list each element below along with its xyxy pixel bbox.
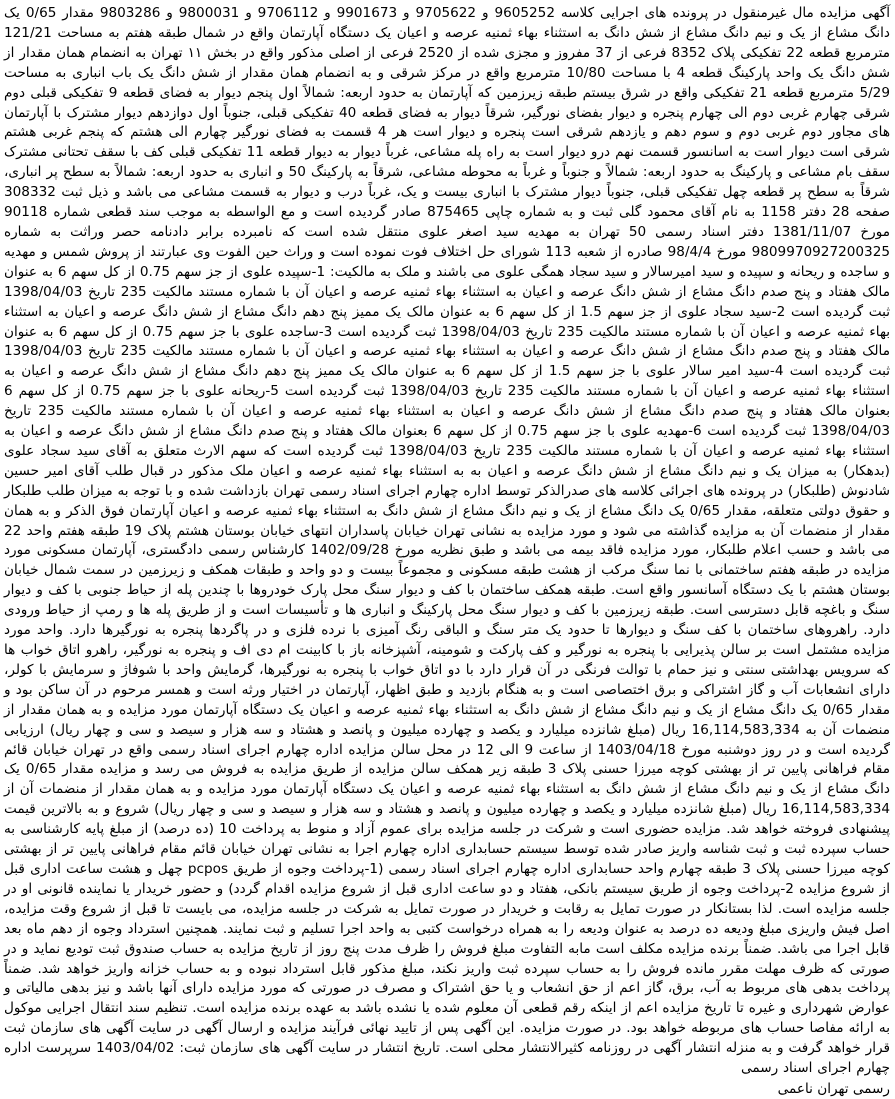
- notice-signature: رسمی تهران ناعمی: [777, 1080, 890, 1097]
- auction-notice-text: آگهی مزایده مال غیرمنقول در پرونده های اجرایی کلاسه 9605252 و 9705622 و 9901673 و 9706112 و 9800031 و 9803286 مقدار 0/65 یک دانگ مشاع از یک و نیم دانگ مشاع از شش دانگ به استثناء بهاء ثمنیه عرصه و اعیان یک دستگاه آپارتمان واقع در شمال طبقه هفتم به مساحت 121/21 مترمربع قطعه 22 تفکیکی پلاک 8352 فرعی از 37 مفروز و مجزی شده از 2520 فرعی از اصلی مذکور واقع در بخش ۱۱ تهران به انضمام همان مقدار از شش دانگ یک واحد پارکینگ قطعه 4 با مساحت 10/80 مترمربع واقع در مرکز شرقی و به انضمام همان مقدار از شش دانگ یک باب انباری به مساحت 5/29 مترمربع قطعه 21 تفکیکی واقع در شرق بیستم طبقه زیرزمین که آپارتمان به حدود اربعه: شمالاً اول پنجم دیوار به فضای قطعه 9 تفکیکی قبلی دوم شرقی چهارم غربی دوم الی چهارم پنجره و دیوار بفضای نورگیر، شرقاً دیوار به فضای قطعه 40 تفکیکی قبلی، جنوباً اول دوازدهم دیوار مشترک با آپارتمان های مجاور دوم غربی دوم و سوم دهم و یازدهم شرقی است پنجره و دیوار است هر 4 قسمت به فضای نورگیر چهارم الی هشتم که پنجم غربی هشتم شرقی است دیوار است به اسانسور قسمت نهم درو دیوار است به راه پله مشاعی، غرباً دیوار به دیوار قطعه 11 تفکیکی قبلی کف با سقف تحتانی مشترک سقف بام مشاعی و پارکینگ به حدود اربعه: شمالاً و جنوباً و غرباً به محوطه مشاعی، شرقاً به پارکینگ 50 و انباری به حدود اربعه: شمالاً به سطح پر انباری، شرقاً به سطح پر قطعه چهل تفکیکی قبلی، جنوباً دیوار مشترک با انباری بیست و یک، غرباً درب و دیوار به قسمت مشاعی می باشد و ذیل ثبت 308332 صفحه 28 دفتر 1158 به نام آقای محمود گلی ثبت و به شماره چاپی 875465 صادر گردیده است و مع الواسطه به موجب سند قطعی شماره 90118 مورخ 1381/11/07 دفتر اسناد رسمی 50 تهران به مهدیه سید اصغر علوی منتقل شده است که نامبرده برابر دادنامه حصر وراثت به شماره 9809970927200325 مورخ 98/4/4 صادره از شعبه 113 شورای حل اختلاف فوت نموده است و وراث حین الفوت وی عبارتند از پروش شمس و مهدیه و ساجده و ریحانه و سپیده و سید امیرسالار و سید سجاد همگی علوی می باشند و ملک به مالکیت: 1-سپیده علوی از جز سهم 0.75 از کل سهم 6 به عنوان مالک هفتاد و پنج صدم دانگ مشاع از شش دانگ عرصه و اعیان به استثناء بهاء ثمنیه عرصه و اعیان آن با شماره مستند مالکیت 235 تاریخ 1398/04/03 ثبت گردیده است 2-سید سجاد علوی از جز سهم 1.5 از کل سهم 6 به عنوان مالک یک ممیز پنج دهم دانگ مشاع از شش دانگ عرصه و اعیان به استثناء بهاء ثمنیه عرصه و اعیان آن با شماره مستند مالکیت 235 تاریخ 1398/04/03 ثبت گردیده است 3-ساجده علوی با جز سهم 0.75 از کل سهم 6 به عنوان مالک هفتاد و پنج صدم دانگ مشاع از شش دانگ عرصه و اعیان به استثناء بهاء ثمنیه عرصه و اعیان آن با شماره مستند مالکیت 235 تاریخ 1398/04/03 ثبت گردیده است 4-سید امیر سالار علوی با جز سهم 1.5 از کل سهم 6 به عنوان مالک یک ممیز پنج دهم دانگ مشاع از شش دانگ عرصه و اعیان به استثناء بهاء ثمنیه عرصه و اعیان آن با شماره مستند مالکیت 235 تاریخ 1398/04/03 ثبت گردیده است 5-ریحانه علوی با جز سهم 0.75 از کل سهم 6 بعنوان مالک هفتاد و پنج صدم دانگ مشاع از شش دانگ عرصه و اعیان به استثناء بهاء ثمنیه عرصه و اعیان آن با شماره مستند مالکیت 235 تاریخ 1398/04/03 ثبت گردیده است 6-مهدیه علوی با جز سهم 0.75 از کل سهم 6 بعنوان مالک هفتاد و پنج صدم دانگ مشاع از شش دانگ عرصه و اعیان به استثناء بهاء ثمنیه عرصه و اعیان آن با شماره مستند مالکیت 235 تاریخ 1398/04/03 ثبت گردیده است که سهم الارث متعلق به آقای سید سجاد علوی (بدهکار) به میزان یک و نیم دانگ مشاع از شش دانگ عرصه و اعیان به به استثناء بهاء ثمنیه عرصه و اعیان ملک مذکور در قبال طلب آقای امیر حسین شادنوش (طلبکار) در پرونده های اجرائی کلاسه های صدرالذکر توسط اداره چهارم اجرای اسناد رسمی تهران بازداشت شده و با توجه به میزان طلب طلبکار و حقوق دولتی متعلقه، مقدار 0/65 یک دانگ مشاع از یک و نیم دانگ مشاع از شش دانگ به استثناء بهاء ثمنیه عرصه و اعیان آپارتمان فوق الذکر و به همان مقدار از منضمات آن به مزایده گذاشته می شود و مورد مزایده به نشانی تهران خیابان پاسداران انتهای خیابان بوستان هشتم پلاک 19 طبقه هفتم واحد 22 می باشد و حسب اعلام طلبکار، مورد مزایده فاقد بیمه می باشد و طبق نظریه مورخ 1402/09/28 کارشناس رسمی دادگستری، آپارتمان مسکونی مورد مزایده در طبقه هفتم ساختمانی با نما سنگ مرکب از هشت طبقه مسکونی و مجموعاً بیست و دو واحد و طبقات همکف و زیرزمین در سمت شمال خیابان بوستان هشتم با یک دستگاه آسانسور واقع است. طبقه همکف ساختمان با کف و دیوار سنگ محل پارک خودروها با چندین پله از حیاط جنوبی با کف و دیوار سنگ و باغچه قابل دسترسی است. طبقه زیرزمین با کف و دیوار سنگ محل پارکینگ و انباری ها و تأسیسات است و از طریق پله ها و رمپ از حیاط ورودی دارد. راهروهای ساختمان با کف سنگ و دیوارها تا حدود یک متر سنگ و الباقی رنگ آمیزی با نرده فلزی و در پاگردها پنجره به نورگیرها دارد. واحد مورد مزایده مشتمل است بر سالن پذیرایی با پنجره به نورگیر و کف پارکت و شومینه، آشپزخانه باز با کابینت ام دی اف و پنجره به نورگیر، راهرو اتاق خواب ها که سرویس بهداشتی سنتی و نیز حمام با توالت فرنگی در آن قرار دارد با دو اتاق خواب با پنجره به نورگیرها، گرمایش واحد با شوفاژ و سرمایش با کولر، دارای انشعابات آب و گاز اشتراکی و برق اختصاصی است و به هنگام بازدید و طبق اظهار، آپارتمان در اختیار ورثه است و همسر مرحوم در آن ساکن بود و مقدار 0/65 یک دانگ مشاع از یک و نیم دانگ مشاع از شش دانگ به استثناء بهاء ثمنیه عرصه و اعیان یک دستگاه آپارتمان مورد مزایده و به همان مقدار از منضمات آن به 16,114,583,334 ریال (مبلغ شانزده میلیارد و یکصد و چهارده میلیون و پانصد و هشتاد و سه هزار و سیصد و سی و چهار ریال) ارزیابی گردیده است و در روز دوشنبه مورخ 1403/04/18 از ساعت 9 الی 12 در محل سالن مزایده اداره چهارم اجرای اسناد رسمی واقع در تهران خیابان قائم مقام فراهانی پایین تر از بهشتی کوچه میرزا حسنی پلاک 3 طبقه زیر همکف سالن مزایده از طریق مزایده به فروش می رسد و مزایده مقدار 0/65 یک دانگ مشاع از یک و نیم دانگ مشاع از شش دانگ به استثناء بهاء ثمنیه عرصه و اعیان یک دستگاه آپارتمان مورد مزایده و به همان مقدار از منضمات آن از 16,114,583,334 ریال (مبلغ شانزده میلیارد و یکصد و چهارده میلیون و پانصد و هشتاد و سه هزار و سیصد و سی و چهار ریال) شروع و به بالاترین قیمت پیشنهادی فروخته خواهد شد. مزایده حضوری است و شرکت در جلسه مزایده برای عموم آزاد و منوط به پرداخت 10 (ده درصد) از مبلغ پایه کارشناسی به حساب سپرده ثبت و ثبت شناسه واریز صادر شده توسط سیستم حسابداری اداره چهارم اجرا به نشانی تهران خیابان قائم مقام فراهانی پایین تر از بهشتی کوچه میرزا حسنی پلاک 3 طبقه چهارم واحد حسابداری اداره چهارم اجرای اسناد رسمی (1-پرداخت وجوه از طریق pcpos چهل و هشت ساعت اداری قبل از شروع مزایده 2-پرداخت وجوه از طریق سیستم بانکی، هفتاد و دو ساعت اداری قبل از شروع مزایده اقدام گردد) و حضور خریدار یا نماینده قانونی او در جلسه مزایده است. لذا بستانکار در صورت تمایل به رقابت و خریدار در صورت تمایل به شرکت در جلسه مزایده، می بایست تا قبل از شروع وقت مزایده، اصل فیش واریزی مبلغ ودیعه ده درصد به عنوان ودیعه را به همراه درخواست کتبی به واحد اجرا تسلیم و ثبت نمایند. همچنین استرداد وجوه از دهم ماه بعد قابل اجرا می باشد. ضمناً برنده مزایده مکلف است مابه التفاوت مبلغ فروش را ظرف مدت پنج روز از تاریخ مزایده به حساب صندوق ثبت تودیع نماید و در صورتی که ظرف مهلت مقرر مانده فروش را به حساب سپرده ثبت واریز نکند، مبلغ مذکور قابل استرداد نبوده و به حساب خزانه واریز خواهد شد. ضمناً پرداخت بدهی های مربوط به آب، برق، گاز اعم از حق انشعاب و یا حق اشتراک و مصرف در صورتی که مورد مزایده دارای آنها باشد و نیز بدهی مالیاتی و عوارض شهرداری و غیره تا تاریخ مزایده اعم از اینکه رقم قطعی آن معلوم شده یا نشده باشد به عهده برنده مزایده است. تنظیم سند انتقال اجرایی موکول به ارائه مفاصا حساب های مربوطه خواهد بود. در صورت مزایده. این آگهی پس از تایید نهائی فرآیند مزایده و ارسال آگهی در سایت آگهی های سازمان ثبت قرار خواهد گرفت و به منزله انتشار آگهی در روزنامه کثیرالانتشار محلی است. تاریخ انتشار در سایت آگهی های سازمان ثبت: 1403/04/02 سرپرست اداره چهارم اجرای اسناد رسمی: [4, 5, 891, 1077]
